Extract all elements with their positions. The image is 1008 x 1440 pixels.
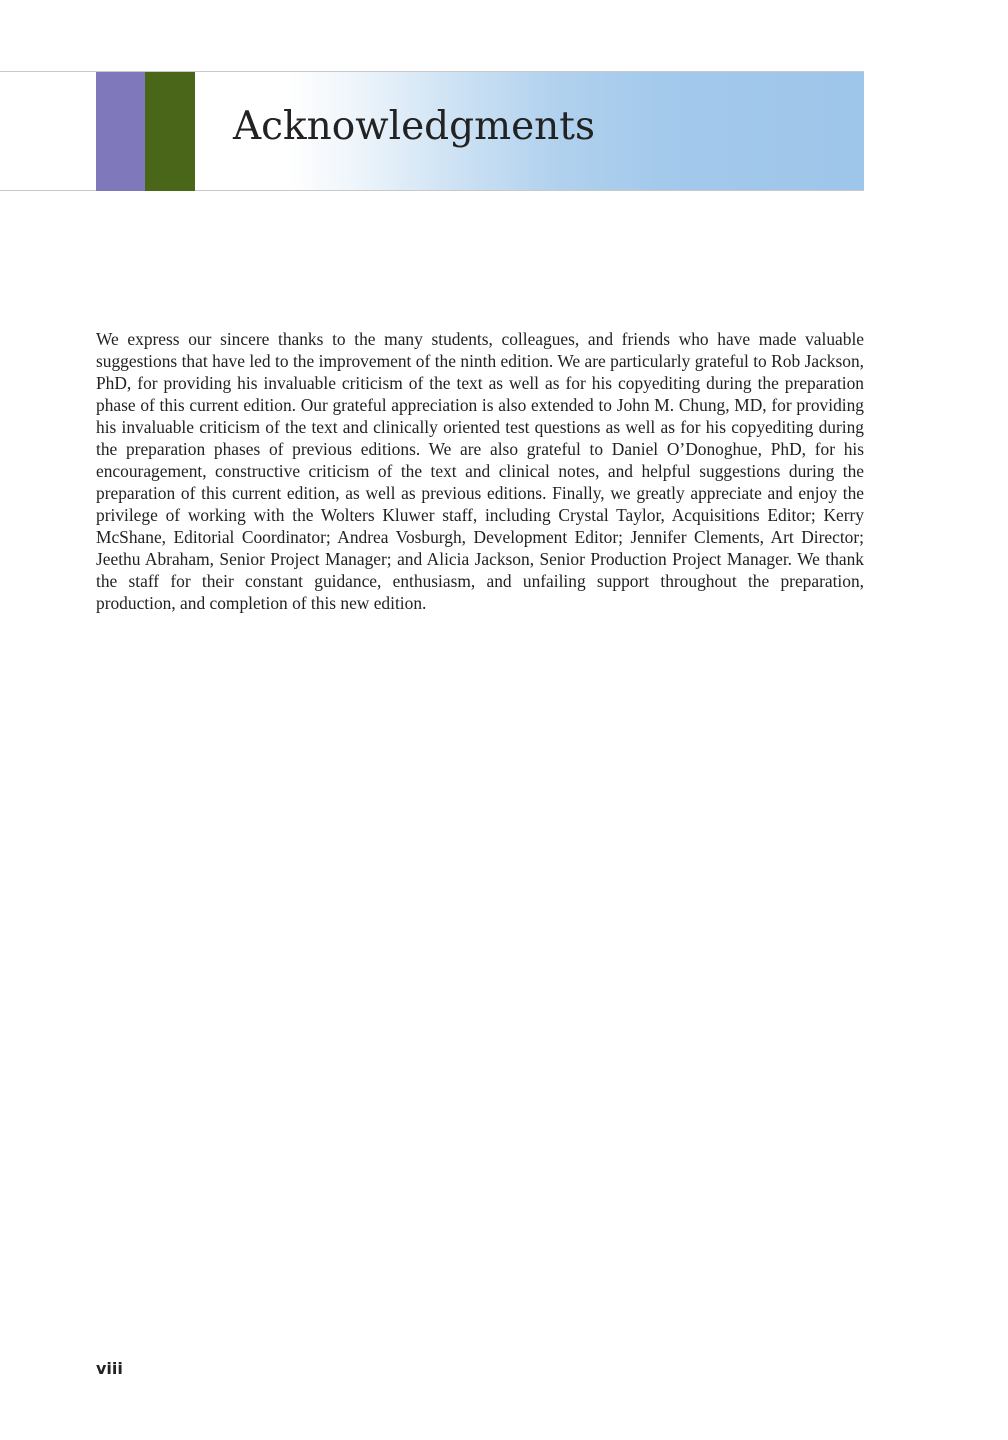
green-accent-bar — [145, 72, 195, 191]
title-banner — [195, 72, 864, 190]
page-number: viii — [96, 1359, 123, 1378]
acknowledgments-paragraph: We express our sincere thanks to the many students, colleagues, and friends who have made valuable suggestions that have led to the improvement of the ninth edition. We are particularly grateful to Rob Jackson, PhD, for providing his invaluable criticism of the text as well as for his copyediting during the preparation phase of this current edition. Our grateful appreciation is also extended to John M. Chung, MD, for providing his invaluable criticism of the text and clinically oriented test questions as well as for his copyediting during the preparation phases of previous editions. We are also grateful to Daniel O’Donoghue, PhD, for his encouragement, constructive criticism of the text and clinical notes, and helpful suggestions during the preparation of this current edition, as well as previous editions. Finally, we greatly appreciate and enjoy the privilege of working with the Wolters Kluwer staff, including Crystal Taylor, Acquisitions Editor; Kerry McShane, Editorial Coordinator; Andrea Vosburgh, Development Editor; Jennifer Clements, Art Director; Jeethu Abraham, Senior Project Manager; and Alicia Jackson, Senior Production Project Manager. We thank the staff for their constant guidance, enthusiasm, and unfailing support throughout the preparation, production, and completion of this new edition. — [96, 329, 864, 613]
page-title: Acknowledgments — [233, 104, 595, 149]
purple-accent-bar — [96, 72, 145, 191]
